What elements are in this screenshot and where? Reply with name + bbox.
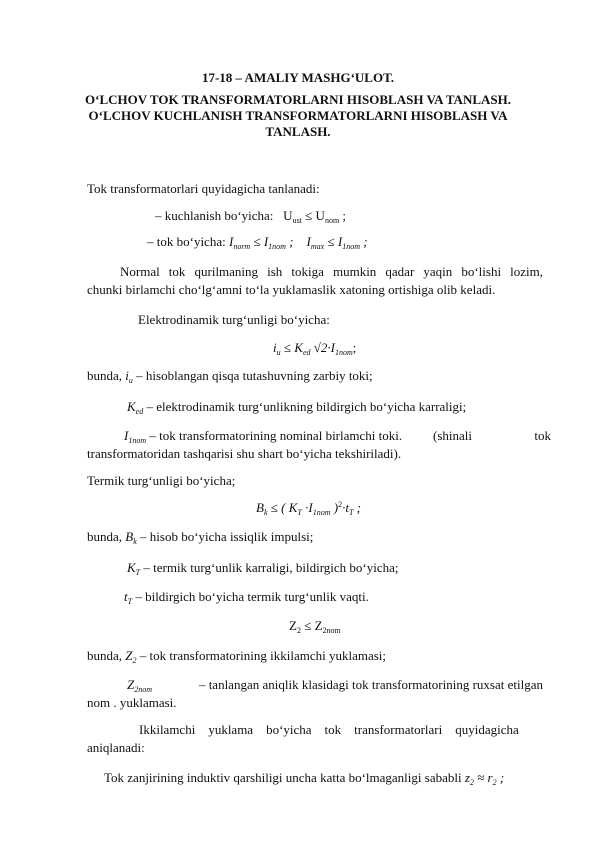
electrodynamic-heading: Elektrodinamik turg‘unligi bo‘yicha: (138, 312, 330, 327)
paragraph-normal-current-line1: Normal tok qurilmaning ish tokiga mumkin qadar yaqin bo‘lishi lozim, (120, 264, 543, 279)
section-heading-line2: O‘LCHOV KUCHLANISH TRANSFORMATORLARNI HISOBLASH VA (88, 108, 508, 123)
definition-z2nom-line1: $Z_{2nom}$ – tanlangan aniqlik klasidagi tok transformatorining ruxsat etilgan (127, 677, 543, 694)
formula-thermal: $B_k$ ≤ ( $K_T \cdot I_{1nom}$ )$^2\cdot t_T$ ; (256, 500, 361, 517)
condition-current: – tok bo‘yicha: $I_{norm} \le I_{1nom}$ ; $I_{max} \le I_{1nom}$ ; (147, 234, 368, 251)
section-heading-line3: TANLASH. (265, 124, 331, 139)
definition-kt: $K_T$ – termik turg‘unlik karraligi, bildirgich bo‘yicha; (127, 560, 399, 577)
definition-ked: $K_{ed}$ – elektrodinamik turg‘unlikning bildirgich bo‘yicha karraligi; (127, 399, 467, 416)
condition-voltage: – kuchlanish bo‘yicha: $U_{ust} \le U_{nom}$ ; (155, 208, 347, 225)
definition-z2nom-line2: nom . yuklamasi. (87, 695, 177, 710)
paragraph-normal-current-line2: chunki birlamchi cho‘lg‘amni to‘la yuklamaslik xatoning ortishiga olib keladi. (87, 282, 496, 297)
definition-tt: $t_T$ – bildirgich bo‘yicha termik turg‘unlik vaqti. (124, 589, 369, 606)
formula-secondary-load: $Z_2 \le Z_{2nom}$ (289, 618, 341, 635)
page-title: 17-18 – AMALIY MASHG‘ULOT. (201, 70, 395, 85)
section-heading-line1: O‘LCHOV TOK TRANSFORMATORLARNI HISOBLASH VA TANLASH. (85, 92, 511, 107)
formula-electrodynamic: $i_u \le K_{ed}$ $√2\cdot I_{1nom}$; (273, 340, 357, 357)
definition-z2: bunda, $Z_2$ – tok transformatorining ikkilamchi yuklamasi; (87, 648, 386, 665)
intro-text: Tok transformatorlari quyidagicha tanlanadi: (87, 181, 320, 196)
definition-iu: bunda, $i_u$ – hisoblangan qisqa tutashuvning zarbiy toki; (87, 368, 373, 385)
inductive-resistance-note: Tok zanjirining induktiv qarshiligi uncha katta bo‘lmaganligi sababli $z_2 \approx r_2$ ; (104, 770, 505, 787)
secondary-load-intro-line1: Ikkilamchi yuklama bo‘yicha tok transformatorlari quyidagicha (139, 722, 519, 737)
definition-i1nom-line2: transformatoridan tashqarisi shu shart bo‘yicha tekshiriladi). (87, 446, 402, 461)
definition-bk: bunda, $B_k$ – hisob bo‘yicha issiqlik impulsi; (87, 529, 314, 546)
secondary-load-intro-line2: aniqlanadi: (87, 740, 145, 755)
thermal-heading: Termik turg‘unligi bo‘yicha; (87, 473, 236, 488)
